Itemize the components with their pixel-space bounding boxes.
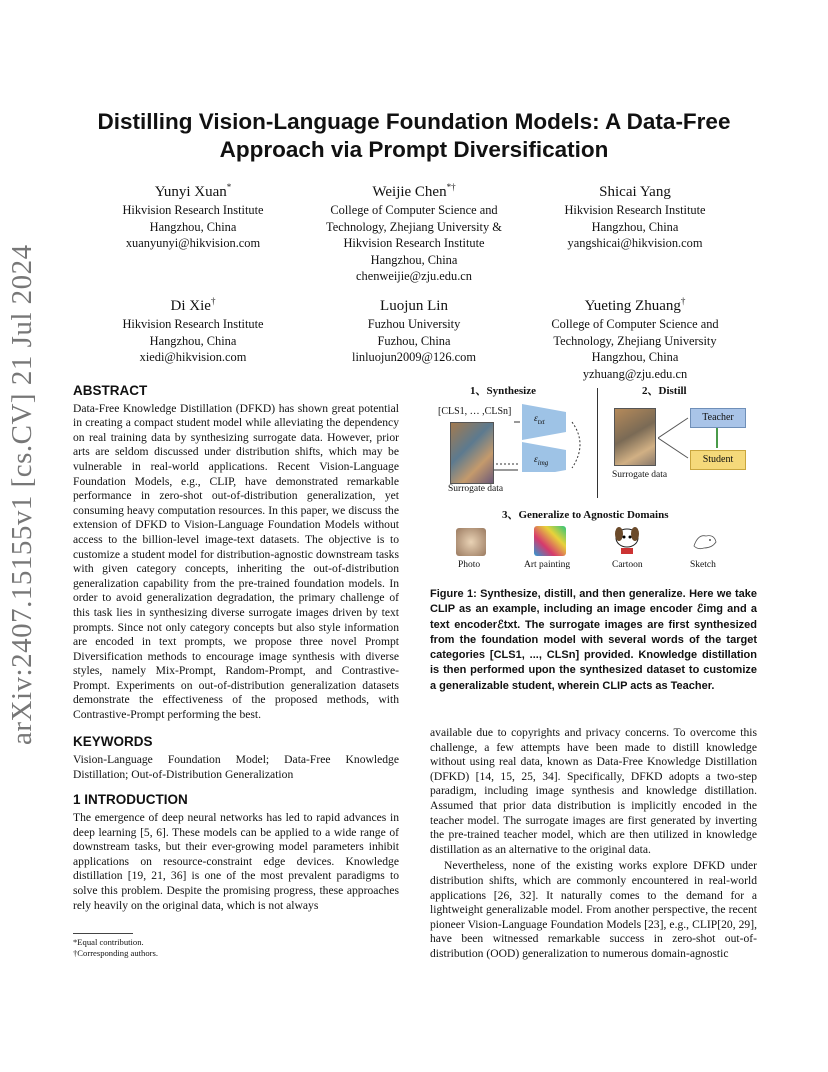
keywords-heading: KEYWORDS — [73, 733, 153, 749]
author-block-2: Weijie Chen*† College of Computer Science and Technology, Zhejiang University & Hikvision Research Institute Hangzhou, China chenweijie@zju.edu.cn — [326, 182, 502, 283]
figure-1 — [432, 380, 758, 576]
surrogate-label-2: Surrogate data — [612, 470, 668, 480]
paper-title: Distilling Vision-Language Foundation Models: A Data-Free Approach via Prompt Diversification — [97, 109, 731, 162]
intro-paragraph-continued: available due to copyrights and privacy concerns. To overcome this challenge, a few attempts have been made to distill knowledge without using real data, known as Data-Free Knowledge Distillation (DFKD) [14, 15, 25, 34]. Specifically, DFKD adopts a two-step paradigm, including image synthesis and knowledge distillation. Assumed that prior data distribution is implicitly encoded in the teacher model. The surrogate images are first generated by inverting the pre-trained teacher model, which are then utilized in knowledge distillation as an alternative to the original data. — [430, 726, 757, 856]
author-name: Weijie Chen — [372, 184, 447, 200]
author-name: Di Xie — [170, 298, 211, 314]
step-distill-label: 2、Distill — [642, 385, 687, 397]
left-column — [73, 384, 399, 913]
footnote-corresponding: †Corresponding authors. — [73, 948, 158, 958]
distill-arrows — [658, 414, 694, 464]
teacher-box: Teacher — [690, 408, 746, 428]
text-encoder-label: $\varepsilon_{txt}$ — [534, 414, 545, 426]
intro-paragraph: The emergence of deep neural networks has led to rapid advances in deep learning [5, 6]. These models can be applied to a wide range of downstream tasks, but their ever-growing model parameters inhibit applications on resource-constraint edge devices. Knowledge distillation [19, 21, 36] is one of the most prevalent paradigms to solve this problem. Despite the promising progress, these approaches rely heavily on the original data, which is not always — [73, 811, 399, 912]
author-name: Shicai Yang — [599, 184, 671, 200]
step-synthesize-label: 1、Synthesize — [470, 385, 536, 397]
abstract-heading: ABSTRACT — [73, 383, 148, 398]
footnote-rule — [73, 933, 133, 934]
cartoon-thumbnail — [612, 524, 642, 556]
intro-heading: 1 INTRODUCTION — [73, 792, 188, 808]
sketch-thumbnail — [690, 528, 720, 554]
domain-label-art-painting: Art painting — [524, 560, 571, 570]
photo-thumbnail — [456, 528, 486, 556]
abstract-text: Data-Free Knowledge Distillation (DFKD) has shown great potential in creating a compact student model while alleviating the dependency on real training data by synthesizing surrogate data. However, prior arts are seldom discussed under distribution shifts, which may be vulnerable in real-world applications. Recent Vision-Language Foundation Models, e.g., CLIP, have demonstrated remarkable performance in zero-shot out-of-distribution generalization, yet consuming heavy computation resources. In this paper, we discuss the extension of DFKD to Vision-Language Foundation Models without access to the billion-level image-text datasets. The objective is to customize a student model for distribution-agnostic downstream tasks with given category concepts, inheriting the out-of-distribution generalization capability from the pre-trained foundation models. In order to avoid generalization degradation, the primary challenge of this task lies in synthesizing diverse surrogate images driven by text prompts. Since not only category concepts but also style information are encoded in text prompts, we propose three novel Prompt Diversification methods to encourage image synthesis with diverse styles, namely Mix-Prompt, Random-Prompt, and Contrastive-Prompt. Experiments on out-of-distribution generalization datasets demonstrate the effectiveness of the proposed methods, with Contrastive-Prompt performing the best. — [73, 401, 399, 722]
author-block-1: Yunyi Xuan* Hikvision Research Institute Hangzhou, China xuanyunyi@hikvision.com — [122, 182, 264, 250]
surrogate-images-1 — [450, 422, 494, 484]
step-generalize-label: 3、Generalize to Agnostic Domains — [502, 509, 669, 521]
surrogate-images-2 — [614, 408, 656, 466]
author-block-6: Yueting Zhuang† College of Computer Science and Technology, Zhejiang University Hangzhou, China yzhuang@zju.edu.cn — [551, 296, 719, 381]
intro-paragraph-2: Nevertheless, none of the existing works explore DFKD under distribution shifts, which are commonly encountered in real-world applications [26, 32]. It naturally comes to the demand for a lightweight generalizable model. From another perspective, the recent pioneer Vision-Language Foundation Models [23], e.g., CLIP[20, 29], have been witnessed remarkable success in zero-shot out-of-distribution (OOD) generalization to numerous domain-agnostic — [430, 859, 757, 960]
author-name: Yueting Zhuang — [584, 298, 681, 314]
synthesis-arrows — [492, 402, 602, 492]
art-painting-thumbnail — [534, 526, 566, 556]
footnote-equal: *Equal contribution. — [73, 937, 144, 947]
prompt-label: [CLS1, … ,CLSn] — [438, 406, 512, 417]
author-name: Luojun Lin — [380, 298, 448, 314]
surrogate-label-1: Surrogate data — [448, 484, 504, 494]
figure-caption: Figure 1: Synthesize, distill, and then generalize. Here we take CLIP as an example, including an image encoder ℰimg and a text encoderℰtxt. The surrogate images are first synthesized from the foundation model with several words of the target categories [CLS1, ..., CLSn] provided. Knowledge distillation is then performed upon the synthesized dataset to customize a generalizable student, wherein CLIP acts as Teacher. — [430, 588, 757, 692]
student-box: Student — [690, 450, 746, 470]
domain-label-sketch: Sketch — [690, 560, 716, 570]
right-column — [430, 726, 757, 962]
author-block-3: Shicai Yang Hikvision Research Institute Hangzhou, China yangshicai@hikvision.com — [564, 184, 706, 250]
author-block-5: Luojun Lin Fuzhou University Fuzhou, China linluojun2009@126.com — [352, 298, 476, 364]
teacher-student-arrow — [712, 428, 722, 450]
domain-label-photo: Photo — [458, 560, 481, 570]
image-encoder-label: $\varepsilon_{img}$ — [534, 455, 549, 467]
domain-label-cartoon: Cartoon — [612, 560, 643, 570]
keywords-text: Vision-Language Foundation Model; Data-Free Knowledge Distillation; Out-of-Distribution Generalization — [73, 753, 399, 781]
author-name: Yunyi Xuan — [154, 184, 227, 200]
author-block-4: Di Xie† Hikvision Research Institute Hangzhou, China xiedi@hikvision.com — [122, 296, 264, 364]
arxiv-identifier: arXiv:2407.15155v1 [cs.CV] 21 Jul 2024 — [6, 244, 38, 745]
